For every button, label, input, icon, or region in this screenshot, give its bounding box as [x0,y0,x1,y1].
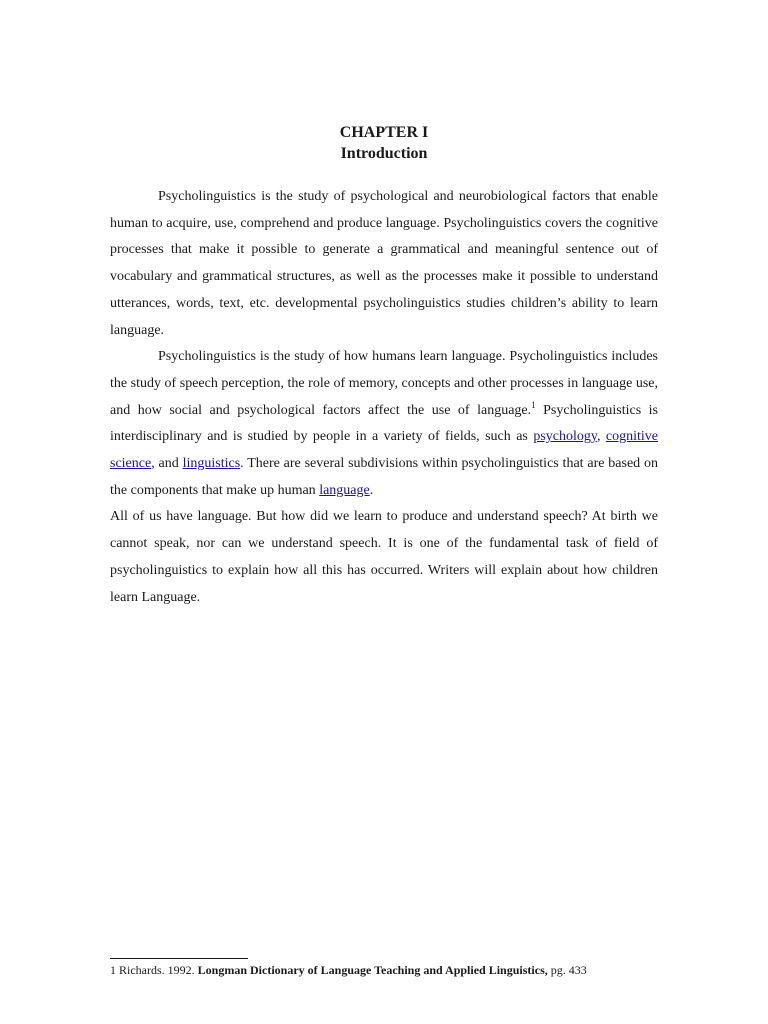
chapter-label: CHAPTER I [339,124,429,141]
footnote [110,962,670,978]
footnote-reference[interactable]: 1 [531,399,536,410]
link-cognitive-science[interactable]: cognitive science [110,429,659,472]
paragraph-2-part-3: . There are several subdivisions within psycholinguistics that are based on the components that make up human [110,456,659,498]
body-text [110,184,658,611]
paragraph-2-end: . [369,482,374,498]
footnote-divider [110,958,248,959]
separator-comma-1: , [596,429,606,445]
footnote-prefix: 1 Richards. 1992. [110,963,198,977]
footnote-suffix: pg. 433 [547,963,587,977]
link-linguistics[interactable]: linguistics [182,456,241,472]
link-psychology[interactable]: psychology [533,429,597,445]
paragraph-3: All of us have language. But how did we learn to produce and understand speech? At birth we cannot speak, nor can we understand speech. It is one of the fundamental task of field of psycholinguistics to explain how all this has occurred. Writers will explain about how children learn Language. [110,509,658,605]
chapter-title: Introduction [340,145,428,162]
link-language[interactable]: language [319,482,370,498]
paragraph-2 [110,344,658,504]
paragraph-2-part-2: Psycholinguistics is interdisciplinary and is studied by people in a variety of fields, such as [110,402,658,445]
separator-and: , and [151,456,183,472]
paragraph-1: Psycholinguistics is the study of psychological and neurobiological factors that enable human to acquire, use, comprehend and produce language. Psycholinguistics covers the cognitive processes that make it possible to generate a grammatical and meaningful sentence out of vocabulary and grammatical structures, as well as the processes make it possible to understand utterances, words, text, etc. developmental psycholinguistics studies children’s ability to learn language. [110,189,658,338]
footnote-source-title: Longman Dictionary of Language Teaching and Applied Linguistics, [197,963,548,977]
paragraph-2-part-1: Psycholinguistics is the study of how humans learn language. Psycholinguistics includes the study of speech perception, the role of memory, concepts and other processes in language use, and how social and psychological factors affect the use of language. [110,349,658,418]
